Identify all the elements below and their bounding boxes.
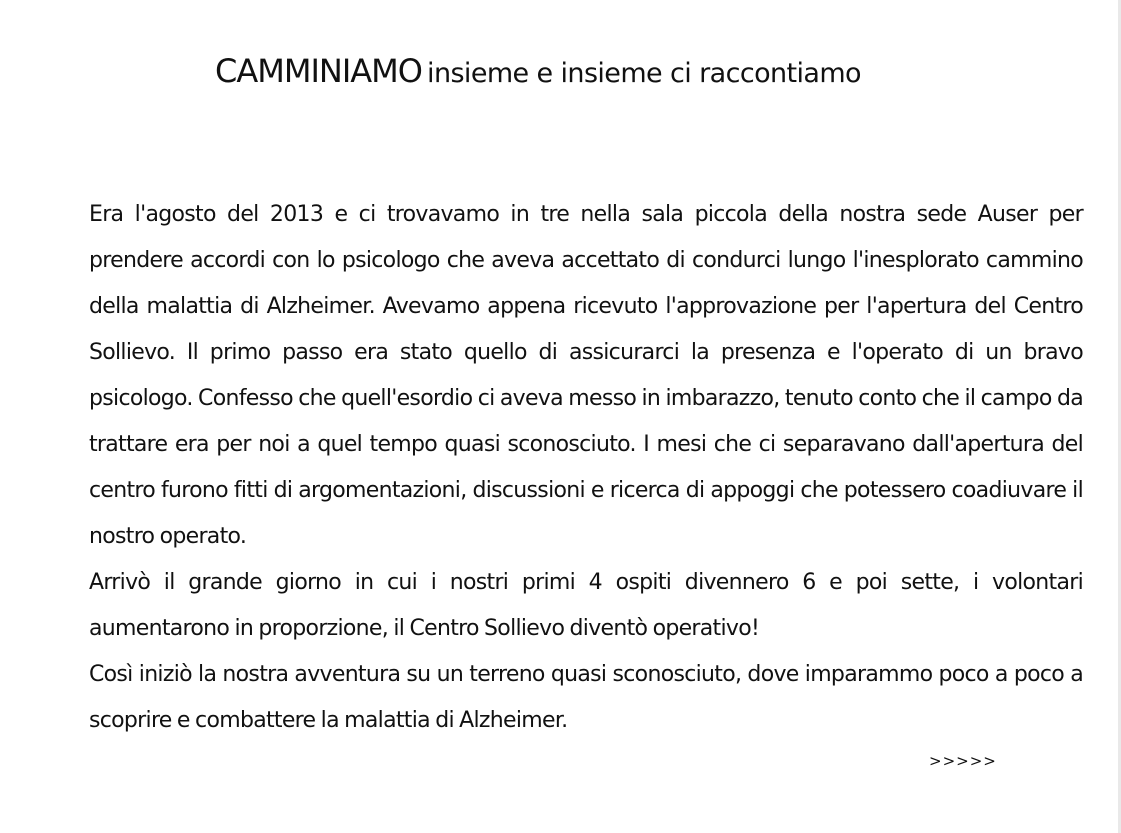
- paragraph-3: Così iniziò la nostra avventura su un terreno quasi sconosciuto, dove imparammo poco a poco a scoprire e combattere la malattia di Alzheimer.: [89, 662, 1083, 733]
- title-lead: CAMMINIAMO: [215, 52, 422, 90]
- continue-marker: >>>>>: [929, 752, 997, 770]
- page-title: [215, 52, 915, 90]
- paragraph-2: Arrivò il grande giorno in cui i nostri primi 4 ospiti divennero 6 e poi sette, i volontari aumentarono in proporzione, il Centro Sollievo diventò operativo!: [89, 570, 1083, 641]
- title-rest: insieme e insieme ci raccontiamo: [427, 58, 861, 89]
- body-text: [89, 192, 1083, 744]
- paragraph-1: Era l'agosto del 2013 e ci trovavamo in tre nella sala piccola della nostra sede Auser per prendere accordi con lo psicologo che aveva accettato di condurci lungo l'inesplorato cammino della malattia di Alzheimer. Avevamo appena ricevuto l'approvazione per l'apertura del Centro Sollievo. Il primo passo era stato quello di assicurarci la presenza e l'operato di un bravo psicologo. Confesso che quell'esordio ci aveva messo in imbarazzo, tenuto conto che il campo da trattare era per noi a quel tempo quasi sconosciuto. I mesi che ci separavano dall'apertura del centro furono fitti di argomentazioni, discussioni e ricerca di appoggi che potessero coadiuvare il nostro operato.: [89, 202, 1083, 549]
